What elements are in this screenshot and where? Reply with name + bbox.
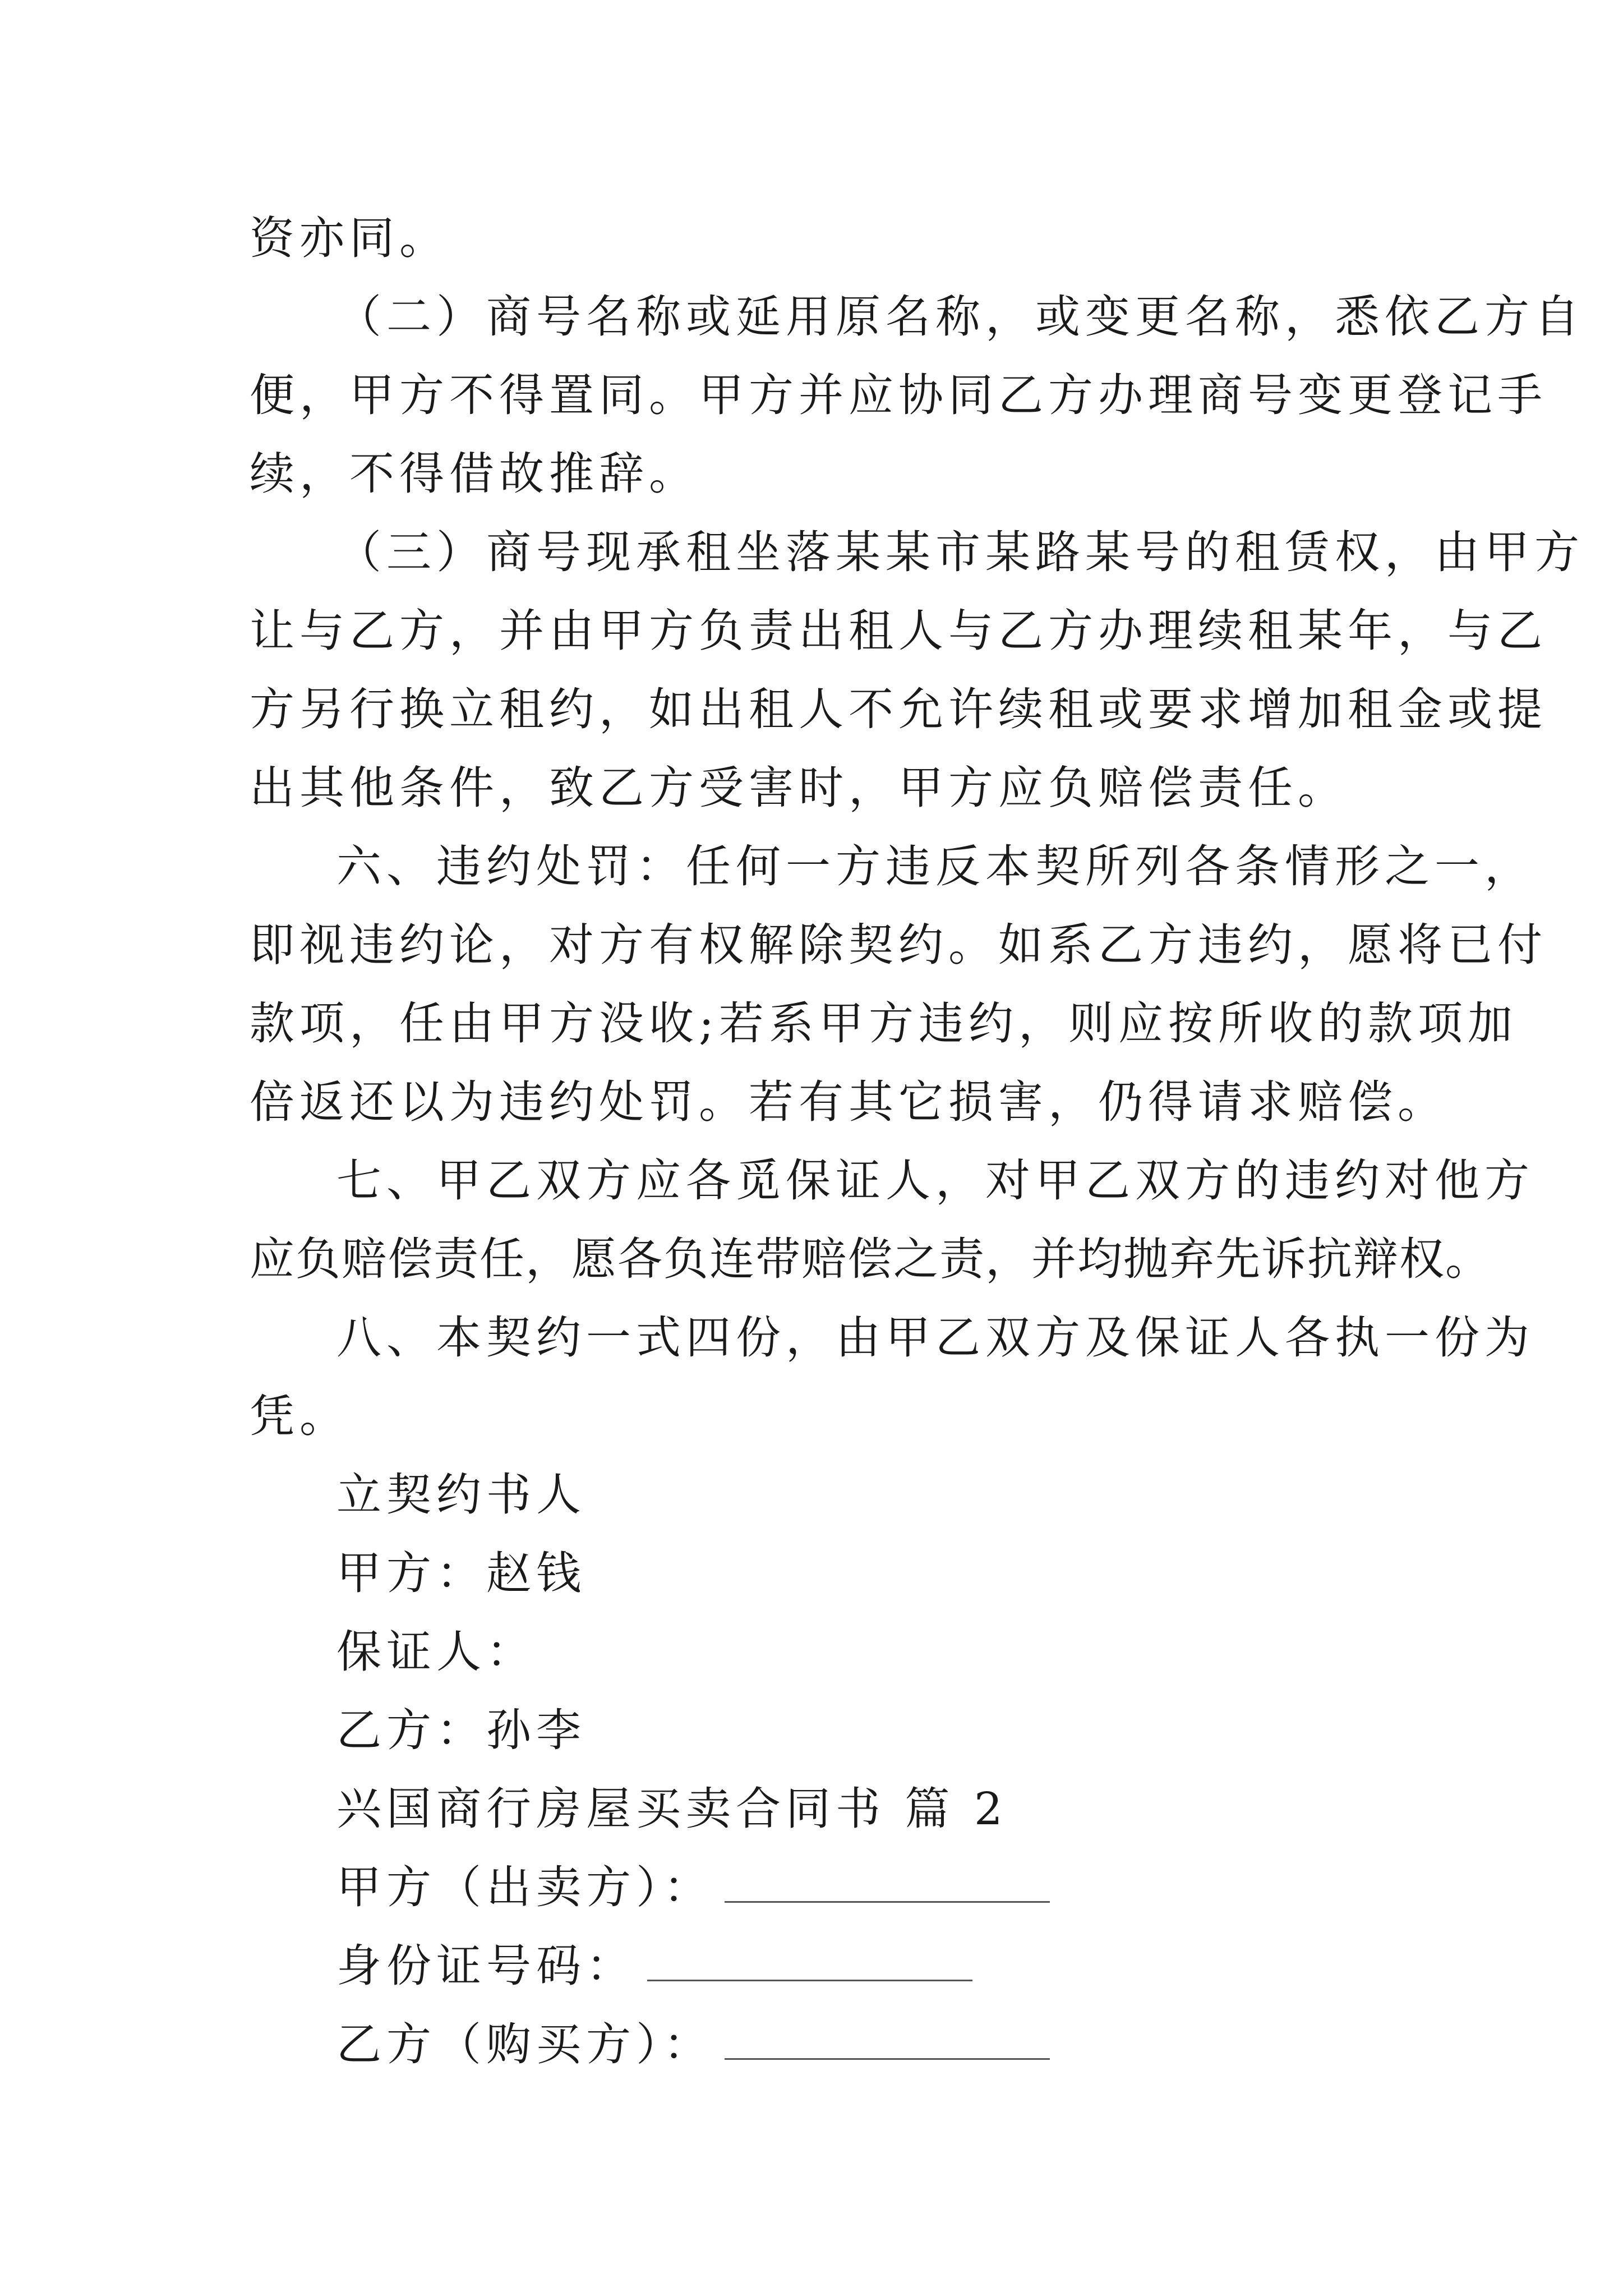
text-line-2: （二）商号名称或延用原名称，或变更名称，悉依乙方自 [336, 291, 1584, 343]
seller-label: 甲方（出卖方）： [336, 1861, 713, 1913]
text-line-15: 八、本契约一式四份，由甲乙双方及保证人各执一份为 [336, 1312, 1534, 1364]
text-line-4: 续，不得借故推辞。 [250, 448, 699, 500]
text-line-11: 款项，任由甲方没收;若系甲方违约，则应按所收的款项加 [250, 997, 1518, 1050]
signatory-heading: 立契约书人 [336, 1469, 586, 1521]
buyer-field-row [0, 2005, 1623, 2084]
text-line-14: 应负赔偿责任，愿各负连带赔偿之责，并均抛弃先诉抗辩权。 [250, 1233, 1491, 1285]
section-title: 兴国商行房屋买卖合同书 篇 2 [336, 1783, 1008, 1835]
party-a-line: 甲方：赵钱 [336, 1547, 586, 1599]
text-line-6: 让与乙方，并由甲方负责出租人与乙方办理续租某年，与乙 [250, 605, 1547, 657]
seller-field-row [0, 1848, 1623, 1927]
buyer-blank[interactable] [725, 2036, 1050, 2060]
buyer-label: 乙方（购买方）： [336, 2018, 713, 2070]
text-line-16: 凭。 [250, 1390, 349, 1442]
text-line-13: 七、甲乙双方应各觅保证人，对甲乙双方的违约对他方 [336, 1154, 1534, 1207]
party-b-line: 乙方：孙李 [336, 1704, 586, 1756]
guarantor-line: 保证人： [336, 1626, 536, 1678]
id-number-label: 身份证号码： [336, 1940, 636, 1992]
id-number-blank[interactable] [647, 1957, 972, 1981]
text-line-3: 便，甲方不得置同。甲方并应协同乙方办理商号变更登记手 [250, 369, 1547, 421]
id-number-field-row [0, 1927, 1623, 2005]
seller-blank[interactable] [725, 1879, 1050, 1903]
text-line-8: 出其他条件，致乙方受害时，甲方应负赔偿责任。 [250, 762, 1348, 814]
text-line-7: 方另行换立租约，如出租人不允许续租或要求增加租金或提 [250, 683, 1547, 735]
text-line-10: 即视违约论，对方有权解除契约。如系乙方违约，愿将已付 [250, 919, 1547, 971]
text-line-9: 六、违约处罚：任何一方违反本契所列各条情形之一， [336, 840, 1534, 892]
text-line-1: 资亦同。 [250, 212, 449, 264]
text-line-12: 倍返还以为违约处罚。若有其它损害，仍得请求赔偿。 [250, 1076, 1447, 1128]
text-line-5: （三）商号现承租坐落某某市某路某号的租赁权，由甲方 [336, 526, 1584, 578]
